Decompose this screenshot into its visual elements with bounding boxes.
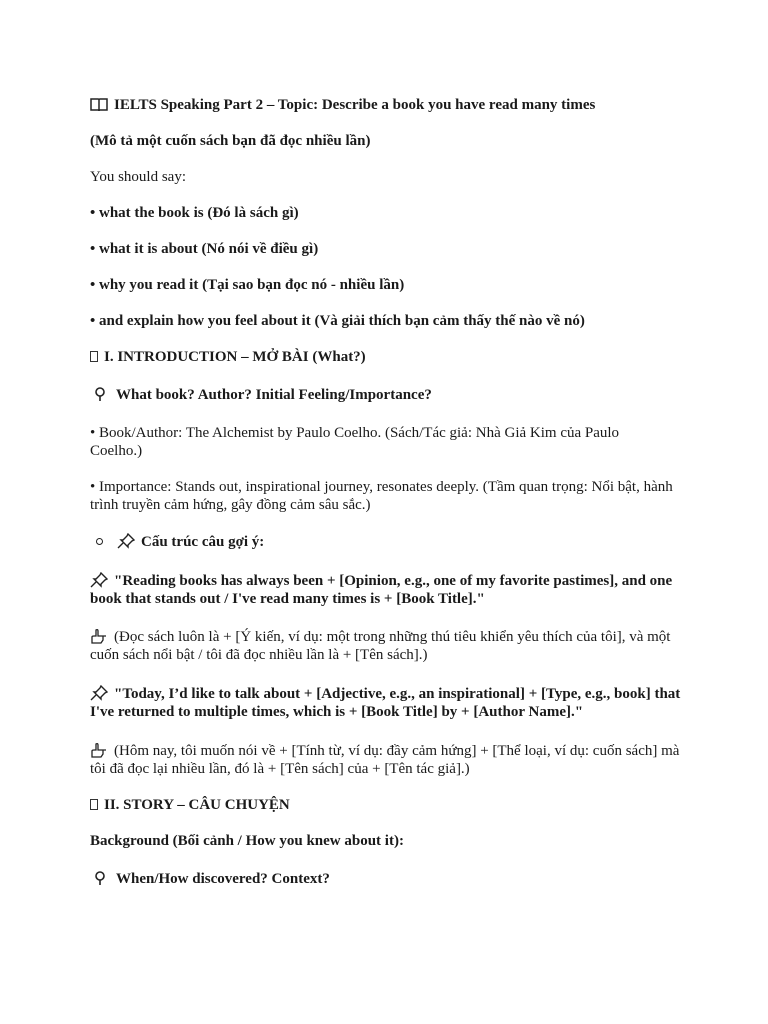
missing-glyph-icon xyxy=(90,799,98,810)
story-question xyxy=(92,870,692,888)
sample-sentence-2 xyxy=(90,685,690,721)
open-book-icon xyxy=(90,96,108,112)
section-heading-text: I. INTRODUCTION – MỞ BÀI (What?) xyxy=(104,349,366,365)
sample-sentence-1 xyxy=(90,572,690,608)
sample-sentence-1-text: "Reading books has always been + [Opinion, e.g., one of my favorite pastimes], and one book that stands out / I've read many times is + [Book Title]." xyxy=(90,573,673,607)
pushpin-icon xyxy=(90,572,108,588)
prompt-item: • what it is about (Nó nói về điều gì) xyxy=(90,241,319,257)
circle-bullet-icon xyxy=(96,538,103,545)
intro-question xyxy=(92,386,692,404)
pin-icon xyxy=(92,870,110,886)
sample-translation-1-text: (Đọc sách luôn là + [Ý kiến, ví dụ: một trong những thú tiêu khiển yêu thích của tôi], và một cuốn sách nổi bật / tôi đã đọc nhiều lần là + [Tên sách].) xyxy=(90,629,671,663)
prompt-item: • what the book is (Đó là sách gì) xyxy=(90,205,299,221)
sample-translation-2-text: (Hôm nay, tôi muốn nói về + [Tính từ, ví dụ: đầy cảm hứng] + [Thể loại, ví dụ: cuốn sách] mà tôi đã đọc lại nhiều lần, đó là + [Tên sách] của + [Tên tác giả].) xyxy=(90,743,680,777)
pin-icon xyxy=(92,386,110,402)
prompt-item: • and explain how you feel about it (Và giải thích bạn cảm thấy thế nào về nó) xyxy=(90,313,585,329)
pointing-hand-icon xyxy=(90,742,108,758)
story-question-text: When/How discovered? Context? xyxy=(116,871,330,887)
missing-glyph-icon xyxy=(90,351,98,362)
sample-translation-2 xyxy=(90,742,690,778)
importance-text: • Importance: Stands out, inspirational journey, resonates deeply. (Tầm quan trọng: Nổi bật, hành trình truyền cảm hứng, gây đồng cảm sâu sắc.) xyxy=(90,479,673,513)
page-title xyxy=(90,96,690,114)
sample-sentence-2-text: "Today, I’d like to talk about + [Adjective, e.g., an inspirational] + [Type, e.g., book] that I've returned to multiple times, which is + [Book Title] by + [Author Name]." xyxy=(90,686,681,720)
book-author-text: • Book/Author: The Alchemist by Paulo Coelho. (Sách/Tác giả: Nhà Giả Kim của Paulo Coelho.) xyxy=(90,425,620,459)
background-label: Background (Bối cảnh / How you knew about it): xyxy=(90,833,404,849)
sample-translation-1 xyxy=(90,628,690,664)
pointing-hand-icon xyxy=(90,628,108,644)
section-heading-intro xyxy=(90,348,690,366)
intro-question-text: What book? Author? Initial Feeling/Importance? xyxy=(116,387,432,403)
prompt-item: • why you read it (Tại sao bạn đọc nó - nhiều lần) xyxy=(90,277,405,293)
should-say-label: You should say: xyxy=(90,169,186,185)
section-heading-story xyxy=(90,796,690,814)
pushpin-icon xyxy=(117,533,135,549)
structure-label xyxy=(96,533,696,551)
section-heading-text: II. STORY – CÂU CHUYỆN xyxy=(104,797,290,813)
title-vietnamese: (Mô tả một cuốn sách bạn đã đọc nhiều lần) xyxy=(90,133,371,149)
pushpin-icon xyxy=(90,685,108,701)
title-text: IELTS Speaking Part 2 – Topic: Describe a book you have read many times xyxy=(114,97,596,113)
structure-label-text: Cấu trúc câu gợi ý: xyxy=(141,534,265,550)
